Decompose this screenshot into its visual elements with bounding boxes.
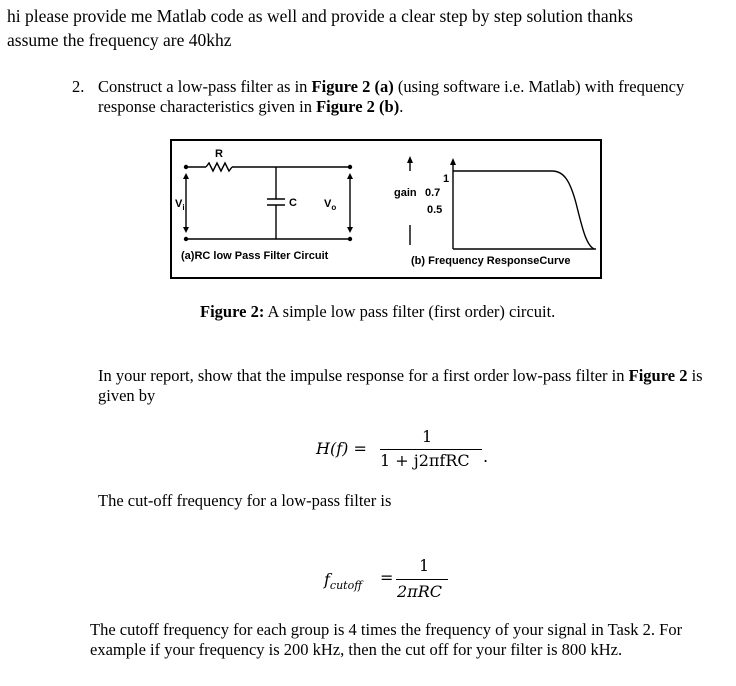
output-voltage-subscript: o xyxy=(331,203,337,212)
circuit-caption: (a)RC low Pass Filter Circuit xyxy=(181,250,329,262)
output-arrowhead-down xyxy=(347,227,353,233)
equation-lhs: H(f) = xyxy=(316,439,367,458)
resistor-label: R xyxy=(215,148,223,160)
rc-circuit-diagram xyxy=(186,163,596,249)
input-terminal-bottom xyxy=(184,237,188,241)
task-text-middle: (using software i.e. Matlab) with frequency response characteristics given in xyxy=(98,77,685,116)
input-arrowhead-up xyxy=(183,173,189,179)
equation-denominator: 1 + j2πfRC xyxy=(380,451,470,470)
resistor-symbol xyxy=(206,163,232,171)
intro-line-1: hi please provide me Matlab code as well and provide a clear step by step solution thanks xyxy=(7,6,633,26)
input-voltage-subscript: i xyxy=(182,203,185,212)
task-body xyxy=(98,77,708,117)
intro-text xyxy=(7,4,731,52)
cutoff-lhs-f: f xyxy=(324,570,330,589)
output-voltage-letter: V xyxy=(324,198,332,210)
response-caption: (b) Frequency ResponseCurve xyxy=(411,255,571,267)
report-text-2: is given by xyxy=(98,366,703,405)
cutoff-equals: = xyxy=(380,568,394,587)
input-voltage-letter: V xyxy=(175,198,183,210)
output-terminal-top xyxy=(348,165,352,169)
output-terminal-bottom xyxy=(348,237,352,241)
figure-box xyxy=(170,139,602,279)
cutoff-equation xyxy=(324,556,464,608)
final-paragraph: The cutoff frequency for each group is 4 times the frequency of your signal in Task 2. For example if your frequency is 200 kHz, then the cut off for your filter is 800 kHz. xyxy=(90,620,683,659)
figure-caption xyxy=(200,302,555,322)
task-text-end: . xyxy=(399,97,404,116)
equation-fraction-bar xyxy=(380,449,482,450)
task-number: 2. xyxy=(72,77,85,96)
output-voltage-label xyxy=(324,198,336,212)
tick-1: 1 xyxy=(443,173,450,185)
equation-period: . xyxy=(483,447,489,466)
input-terminal-top xyxy=(184,165,188,169)
figure-caption-label: Figure 2: xyxy=(200,302,265,321)
cutoff-denominator: 2πRC xyxy=(397,582,442,601)
y-axis-arrowhead xyxy=(450,158,456,165)
figure-caption-text: A simple low pass filter (first order) circuit. xyxy=(264,302,556,321)
figure-svg xyxy=(172,141,600,277)
cutoff-lhs xyxy=(324,570,362,592)
task-text-before: Construct a low-pass filter as in xyxy=(98,77,312,96)
cutoff-numerator: 1 xyxy=(419,556,430,575)
output-arrowhead-up xyxy=(347,173,353,179)
input-arrowhead-down xyxy=(183,227,189,233)
report-fig-ref: Figure 2 xyxy=(628,366,688,385)
cutoff-lhs-subscript: cutoff xyxy=(329,579,363,593)
tick-0-5: 0.5 xyxy=(427,204,443,216)
equation-numerator: 1 xyxy=(422,427,433,446)
capacitor-label: C xyxy=(289,197,297,209)
gain-arrowhead xyxy=(407,156,413,163)
report-paragraph xyxy=(98,366,708,406)
intro-line-2: assume the frequency are 40khz xyxy=(7,30,232,50)
response-curve xyxy=(453,171,594,249)
cutoff-fraction-bar xyxy=(396,579,448,580)
task-fig-ref-a: Figure 2 (a) xyxy=(311,77,394,96)
transfer-function-equation xyxy=(316,427,516,473)
cutoff-intro: The cut-off frequency for a low-pass filter is xyxy=(98,491,392,510)
tick-0-7: 0.7 xyxy=(425,187,441,199)
input-voltage-label xyxy=(175,198,185,212)
report-text-1: In your report, show that the impulse response for a first order low-pass filter in xyxy=(98,366,629,385)
task-fig-ref-b: Figure 2 (b) xyxy=(316,97,400,116)
gain-label: gain xyxy=(394,187,417,199)
